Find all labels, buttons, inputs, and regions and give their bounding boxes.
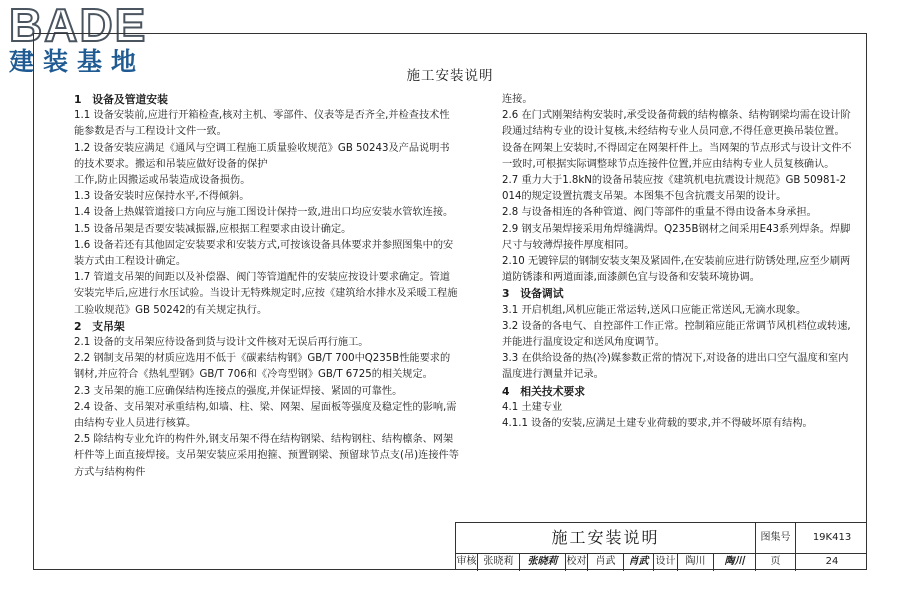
- paragraph: 4.1 土建专业: [502, 401, 563, 413]
- paragraph: 1.1 设备安装前,应进行开箱检查,核对主机、零部件、仪表等是否齐全,并检查技术性能参数是否与工程设计文件一致。: [74, 110, 450, 138]
- review-label: 审核: [456, 553, 478, 571]
- section-heading: 2 支吊架: [74, 319, 125, 333]
- paragraph: 工作,防止因搬运或吊装造成设备损伤。: [74, 175, 251, 187]
- paragraph: 2.6 在门式刚架结构安装时,承受设备荷载的结构檩条、结构钢梁均需在设计阶段通过结构专业的设计复核,未经结构专业人员同意,不得任意更换吊装位置。设备在网架上安装时,不得固定在网架杆件上。当网架的节点形式与设计文件不一致时,可根据实际调整球节点连接件位置,并应由结构专业人员复核确认。: [502, 110, 852, 170]
- review-signature: 张晓莉: [520, 553, 566, 571]
- right-text-column: [502, 92, 852, 432]
- atlas-number: 19K413: [812, 532, 852, 543]
- paragraph: 2.5 除结构专业允许的构件外,钢支吊架不得在结构钢梁、结构钢柱、结构檩条、网架杆件等上面直接焊接。支吊架安装应采用抱箍、预置钢梁、预留球节点支(吊)连接件等方式与结构构件: [74, 434, 459, 478]
- paragraph: 3.3 在供给设备的热(冷)媒参数正常的情况下,对设备的进出口空气温度和室内温度进行测量并记录。: [502, 353, 849, 381]
- paragraph: 2.10 无镀锌层的钢制安装支架及紧固件,在安装前应进行防锈处理,应至少刷两道防锈漆和两道面漆,面漆颜色宜与设备和安装环境协调。: [502, 256, 851, 284]
- paragraph: 3.1 开启机组,风机应能正常运转,送风口应能正常送风,无滴水现象。: [502, 304, 807, 316]
- logo-text-en: BADE: [9, 0, 148, 51]
- paragraph: 2.1 设备的支吊架应待设备到货与设计文件核对无误后再行施工。: [74, 337, 369, 349]
- page-number: 24: [825, 556, 839, 567]
- left-text-column: [74, 92, 459, 481]
- paragraph: 1.5 设备吊架是否要安装减振器,应根据工程要求由设计确定。: [74, 223, 352, 235]
- title-block: [455, 522, 867, 570]
- check-label: 校对: [566, 553, 588, 571]
- section-heading: 3 设备调试: [502, 287, 564, 301]
- paragraph: 1.3 设备安装时应保持水平,不得倾斜。: [74, 191, 250, 203]
- check-name: 肖武: [588, 553, 624, 571]
- check-signature: 肖武: [624, 553, 654, 571]
- section-heading: 1 设备及管道安装: [74, 93, 168, 106]
- section-heading: 4 相关技术要求: [502, 384, 586, 398]
- paragraph: 1.6 设备若还有其他固定安装要求和安装方式,可按该设备具体要求并参照图集中的安装方式由工程设计确定。: [74, 239, 454, 268]
- paragraph: 2.9 钢支吊架焊接采用角焊缝满焊。Q235B钢材之间采用E43系列焊条。焊脚尺寸与较薄焊接件厚度相同。: [502, 223, 851, 251]
- design-signature: 陶川: [714, 553, 756, 571]
- drawing-sheet: [33, 33, 867, 570]
- atlas-number-label: 图集号: [756, 523, 796, 553]
- paragraph: 2.3 支吊架的施工应确保结构连接点的强度,并保证焊接、紧固的可靠性。: [74, 385, 403, 397]
- document-title: 施工安装说明: [406, 68, 494, 84]
- design-name: 陶川: [678, 553, 714, 571]
- paragraph: 1.2 设备安装应满足《通风与空调工程施工质量验收规范》GB 50243及产品说明书的技术要求。搬运和吊装应做好设备的保护: [74, 142, 450, 170]
- paragraph: 2.7 重力大于1.8kN的设备吊装应按《建筑机电抗震设计规范》GB 50981-2014的规定设置抗震支吊架。本图集不包含抗震支吊架的设计。: [502, 175, 847, 203]
- paragraph: 连接。: [502, 94, 533, 105]
- logo-text-cn: 建装基地: [9, 47, 146, 76]
- title-block-row-bottom: [456, 553, 867, 571]
- title-block-row-top: [456, 523, 867, 554]
- review-name: 张晓莉: [478, 553, 520, 571]
- paragraph: 2.4 设备、支吊架对承重结构,如墙、柱、梁、网架、屋面板等强度及稳定性的影响,需由结构专业人员进行核算。: [74, 401, 457, 430]
- page-label: 页: [756, 553, 796, 571]
- paragraph: 2.2 钢制支吊架的材质应选用不低于《碳素结构钢》GB/T 700中Q235B性能要求的钢材,并应符合《热轧型钢》GB/T 706和《冷弯型钢》GB/T 6725的相关规定。: [74, 353, 451, 381]
- title-block-title: 施工安装说明: [456, 523, 756, 553]
- paragraph: 4.1.1 设备的安装,应满足土建专业荷载的要求,并不得破坏原有结构。: [502, 418, 813, 430]
- paragraph: 3.2 设备的各电气、自控部件工作正常。控制箱应能正常调节风机档位或转速,并能进行温度设定和送风角度调节。: [502, 320, 851, 349]
- design-label: 设计: [654, 553, 678, 571]
- paragraph: 1.4 设备上热媒管道接口方向应与施工图设计保持一致,进出口均应安装水管软连接。: [74, 207, 454, 219]
- paragraph: 1.7 管道支吊架的间距以及补偿器、阀门等管道配件的安装应按设计要求确定。管道安装完毕后,应进行水压试验。当设计无特殊规定时,应按《建筑给水排水及采暖工程施工验收规范》GB 50242的有关规定执行。: [74, 272, 458, 316]
- paragraph: 2.8 与设备相连的各种管道、阀门等部件的重量不得由设备本身承担。: [502, 207, 817, 219]
